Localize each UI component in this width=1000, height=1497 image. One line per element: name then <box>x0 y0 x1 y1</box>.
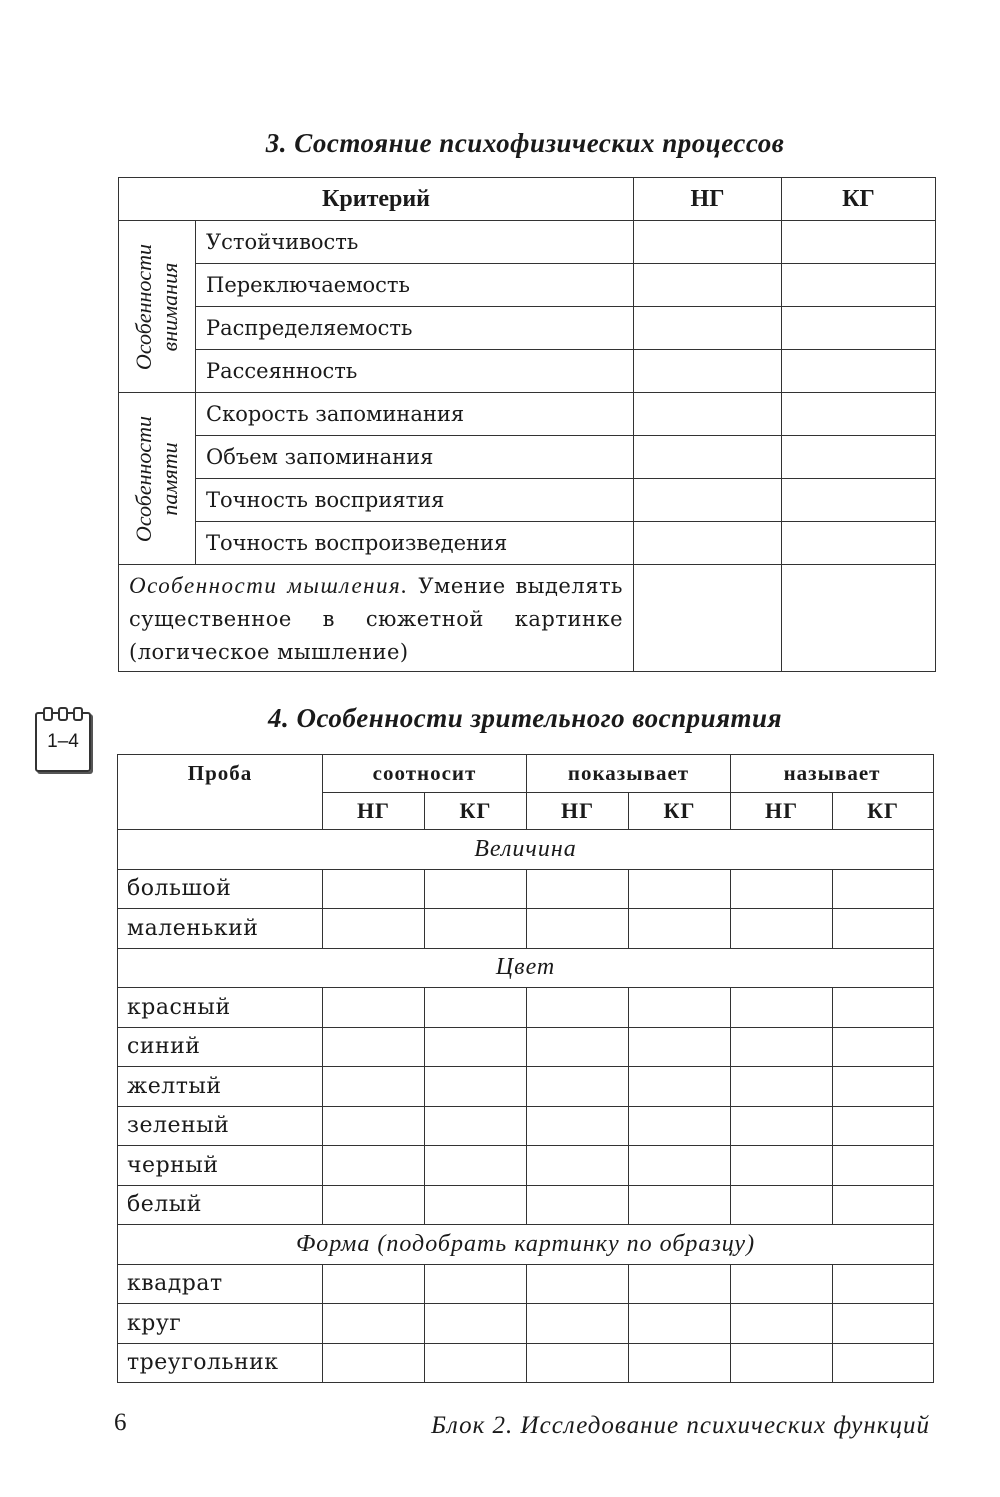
kg-cell[interactable] <box>833 869 934 909</box>
probe-label: маленький <box>118 909 323 949</box>
kg-cell[interactable] <box>425 1106 527 1146</box>
ng-cell[interactable] <box>731 1264 833 1304</box>
ng-cell[interactable] <box>527 1185 629 1225</box>
ng-cell[interactable] <box>323 1027 425 1067</box>
criterion-cell: Устойчивость <box>196 221 634 264</box>
kg-cell[interactable] <box>782 436 936 479</box>
probe-label: желтый <box>118 1067 323 1107</box>
probe-label: треугольник <box>118 1343 323 1383</box>
ng-cell[interactable] <box>527 869 629 909</box>
kg-cell[interactable] <box>833 1106 934 1146</box>
table-row <box>118 1067 934 1107</box>
ng-cell[interactable] <box>634 221 782 264</box>
table-row <box>118 1343 934 1383</box>
probe-label: синий <box>118 1027 323 1067</box>
kg-cell[interactable] <box>833 1067 934 1107</box>
group-header: называет <box>731 755 934 793</box>
kg-cell[interactable] <box>782 393 936 436</box>
criterion-cell: Переключаемость <box>196 264 634 307</box>
ng-cell[interactable] <box>731 1343 833 1383</box>
kg-cell[interactable] <box>425 1067 527 1107</box>
section-row: Цвет <box>118 948 934 988</box>
ng-header: НГ <box>323 793 425 830</box>
kg-cell[interactable] <box>782 307 936 350</box>
kg-cell[interactable] <box>629 1304 731 1344</box>
kg-cell[interactable] <box>425 1343 527 1383</box>
kg-cell[interactable] <box>833 909 934 949</box>
visual-perception-table <box>117 754 934 1383</box>
ng-cell[interactable] <box>634 479 782 522</box>
ng-cell[interactable] <box>527 909 629 949</box>
thinking-criterion: Особенности мышления. Умение выделять существенное в сюжетной картинке (логическое мышление) <box>119 565 634 672</box>
kg-cell[interactable] <box>833 1185 934 1225</box>
ng-cell[interactable] <box>731 1185 833 1225</box>
probe-label: круг <box>118 1304 323 1344</box>
table-row <box>118 988 934 1028</box>
ng-header: НГ <box>634 178 782 221</box>
kg-cell[interactable] <box>425 869 527 909</box>
ng-cell[interactable] <box>527 1146 629 1186</box>
kg-cell[interactable] <box>425 988 527 1028</box>
kg-cell[interactable] <box>833 988 934 1028</box>
memory-group-label: Особенности памяти <box>119 393 196 565</box>
page-number: 6 <box>114 1409 127 1436</box>
kg-cell[interactable] <box>629 988 731 1028</box>
ng-cell[interactable] <box>323 1304 425 1344</box>
ng-cell[interactable] <box>634 565 782 672</box>
notebook-badge: 1–4 <box>35 712 91 772</box>
kg-cell[interactable] <box>782 565 936 672</box>
kg-header: КГ <box>425 793 527 830</box>
probe-label: красный <box>118 988 323 1028</box>
kg-header: КГ <box>833 793 934 830</box>
ng-cell[interactable] <box>323 1343 425 1383</box>
kg-cell[interactable] <box>425 1185 527 1225</box>
kg-cell[interactable] <box>782 350 936 393</box>
kg-header: КГ <box>782 178 936 221</box>
probe-label: большой <box>118 869 323 909</box>
section-row: Величина <box>118 830 934 870</box>
criterion-cell: Скорость запоминания <box>196 393 634 436</box>
proba-header: Проба <box>118 755 323 830</box>
table-row <box>118 1304 934 1344</box>
probe-label: белый <box>118 1185 323 1225</box>
table-row <box>118 1146 934 1186</box>
ng-cell[interactable] <box>527 1304 629 1344</box>
attention-group-label: Особенности внимания <box>119 221 196 393</box>
ng-cell[interactable] <box>634 307 782 350</box>
table-row <box>118 1185 934 1225</box>
ng-header: НГ <box>527 793 629 830</box>
ng-cell[interactable] <box>323 1146 425 1186</box>
kg-cell[interactable] <box>629 1106 731 1146</box>
kg-cell[interactable] <box>833 1304 934 1344</box>
ng-cell[interactable] <box>634 264 782 307</box>
kg-cell[interactable] <box>833 1027 934 1067</box>
section3-title: 3. Состояние психофизических процессов <box>265 128 785 158</box>
criterion-cell: Объем запоминания <box>196 436 634 479</box>
group-header: показывает <box>527 755 731 793</box>
kg-cell[interactable] <box>425 1146 527 1186</box>
criterion-cell: Распределяемость <box>196 307 634 350</box>
table-row <box>118 1264 934 1304</box>
ng-cell[interactable] <box>323 1067 425 1107</box>
table-row <box>118 1027 934 1067</box>
probe-label: черный <box>118 1146 323 1186</box>
kg-cell[interactable] <box>629 1146 731 1186</box>
ng-cell[interactable] <box>323 988 425 1028</box>
kg-cell[interactable] <box>629 1027 731 1067</box>
kg-cell[interactable] <box>833 1343 934 1383</box>
section-row: Форма (подобрать картинку по образцу) <box>118 1225 934 1265</box>
criterion-cell: Точность воспроизведения <box>196 522 634 565</box>
ng-cell[interactable] <box>731 988 833 1028</box>
table-row <box>118 869 934 909</box>
ng-cell[interactable] <box>527 1264 629 1304</box>
kg-cell[interactable] <box>629 1264 731 1304</box>
ng-cell[interactable] <box>527 1106 629 1146</box>
criterion-header: Критерий <box>119 178 634 221</box>
criterion-cell: Рассеянность <box>196 350 634 393</box>
table-row <box>118 1106 934 1146</box>
ng-cell[interactable] <box>527 1067 629 1107</box>
ng-cell[interactable] <box>527 1343 629 1383</box>
kg-cell[interactable] <box>425 909 527 949</box>
block-title: Блок 2. Исследование психических функций <box>431 1412 930 1439</box>
kg-cell[interactable] <box>833 1264 934 1304</box>
probe-label: зеленый <box>118 1106 323 1146</box>
kg-cell[interactable] <box>782 522 936 565</box>
kg-cell[interactable] <box>782 479 936 522</box>
kg-cell[interactable] <box>425 1304 527 1344</box>
section4-title: 4. Особенности зрительного восприятия <box>268 703 782 733</box>
ng-cell[interactable] <box>634 436 782 479</box>
ng-cell[interactable] <box>731 1067 833 1107</box>
ng-cell[interactable] <box>323 909 425 949</box>
kg-cell[interactable] <box>629 909 731 949</box>
kg-cell[interactable] <box>782 221 936 264</box>
ng-cell[interactable] <box>731 909 833 949</box>
kg-cell[interactable] <box>425 1264 527 1304</box>
ng-cell[interactable] <box>634 393 782 436</box>
kg-header: КГ <box>629 793 731 830</box>
kg-cell[interactable] <box>629 1067 731 1107</box>
group-header: соотносит <box>323 755 527 793</box>
ng-cell[interactable] <box>323 1106 425 1146</box>
kg-cell[interactable] <box>782 264 936 307</box>
criterion-cell: Точность восприятия <box>196 479 634 522</box>
ng-cell[interactable] <box>731 1106 833 1146</box>
ng-cell[interactable] <box>527 1027 629 1067</box>
kg-cell[interactable] <box>629 1185 731 1225</box>
kg-cell[interactable] <box>629 1343 731 1383</box>
table-row <box>118 909 934 949</box>
ng-cell[interactable] <box>731 869 833 909</box>
ng-cell[interactable] <box>323 1264 425 1304</box>
ng-cell[interactable] <box>323 1185 425 1225</box>
ng-cell[interactable] <box>634 522 782 565</box>
ng-cell[interactable] <box>731 1146 833 1186</box>
kg-cell[interactable] <box>833 1146 934 1186</box>
probe-label: квадрат <box>118 1264 323 1304</box>
ng-cell[interactable] <box>634 350 782 393</box>
ng-cell[interactable] <box>731 1027 833 1067</box>
ng-header: НГ <box>731 793 833 830</box>
ng-cell[interactable] <box>731 1304 833 1344</box>
psychophysical-table <box>118 177 936 672</box>
ng-cell[interactable] <box>527 988 629 1028</box>
kg-cell[interactable] <box>425 1027 527 1067</box>
kg-cell[interactable] <box>629 869 731 909</box>
ng-cell[interactable] <box>323 869 425 909</box>
